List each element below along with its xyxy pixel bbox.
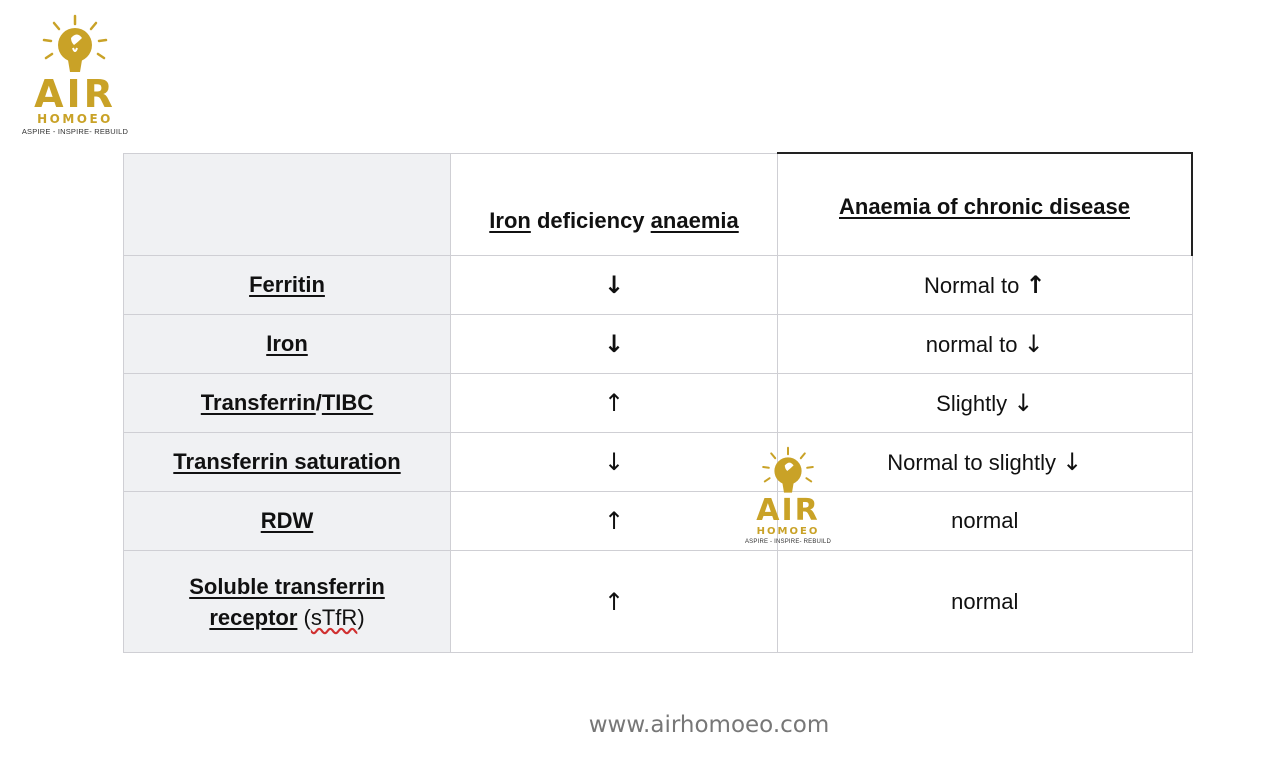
acd-arrow-transferrin: ↓ xyxy=(1013,389,1034,417)
header-acd: Anaemia of chronic disease xyxy=(839,193,1130,219)
table-row xyxy=(124,374,1193,433)
header-ida-cell xyxy=(451,153,778,256)
row-label-stfr-abbr: sTfR xyxy=(310,604,358,630)
logo-brand: AIR xyxy=(34,72,116,116)
watermark-logo xyxy=(743,446,833,547)
acd-arrow-saturation: ↓ xyxy=(1062,448,1083,476)
table-row xyxy=(124,433,1193,492)
acd-arrow-ferritin: ↑ xyxy=(1025,271,1046,299)
row-label-stfr-paren-close: ) xyxy=(357,604,365,630)
ida-value-stfr: ↑ xyxy=(603,587,625,616)
header-empty-cell xyxy=(124,153,451,256)
row-label-stfr-line1: Soluble transferrin xyxy=(189,573,385,599)
lightbulb-icon xyxy=(40,14,110,76)
header-ida-word2: anaemia xyxy=(650,208,739,234)
row-label-transferrin-saturation: Transferrin saturation xyxy=(173,449,401,474)
watermark-sub: HOMOEO xyxy=(756,526,820,537)
row-label-transferrin: Transferrin xyxy=(200,390,316,415)
ida-value-saturation: ↓ xyxy=(603,448,625,476)
table-header-row xyxy=(124,153,1193,256)
acd-text-rdw: normal xyxy=(951,508,1019,533)
comparison-table xyxy=(123,152,1193,653)
watermark-tagline: ASPIRE - INSPIRE- REBUILD xyxy=(744,539,832,545)
header-ida-middle: deficiency xyxy=(530,208,651,234)
watermark-brand: AIR xyxy=(756,493,820,528)
acd-arrow-iron: ↓ xyxy=(1023,330,1044,358)
air-homoeo-logo xyxy=(20,14,130,138)
header-acd-cell xyxy=(778,153,1193,256)
row-label-stfr-line2: receptor xyxy=(209,604,298,630)
ida-value-transferrin: ↑ xyxy=(603,389,625,417)
acd-text-stfr: normal xyxy=(951,588,1019,614)
row-label-iron: Iron xyxy=(266,331,308,356)
table-row xyxy=(124,492,1193,551)
row-label-tibc: TIBC xyxy=(321,390,374,415)
row-label-transferrin-sep: / xyxy=(315,390,322,415)
ida-value-rdw: ↑ xyxy=(603,507,625,535)
logo-sub: HOMOEO xyxy=(37,112,113,126)
table-row xyxy=(124,256,1193,315)
row-label-stfr-paren-open: ( xyxy=(297,604,311,630)
logo-tagline: ASPIRE - INSPIRE- REBUILD xyxy=(21,127,129,136)
acd-text-iron: normal to xyxy=(925,332,1024,357)
header-ida xyxy=(489,208,738,233)
table-row xyxy=(124,551,1193,653)
row-label-ferritin: Ferritin xyxy=(249,272,325,297)
ida-value-ferritin: ↓ xyxy=(603,271,625,299)
lightbulb-icon xyxy=(760,446,816,496)
ida-value-iron: ↓ xyxy=(603,330,625,358)
acd-text-transferrin: Slightly xyxy=(936,391,1014,416)
footer-url[interactable]: www.airhomoeo.com xyxy=(588,712,830,738)
row-label-rdw: RDW xyxy=(260,508,314,533)
table-row xyxy=(124,315,1193,374)
acd-text-ferritin: Normal to xyxy=(923,273,1026,298)
acd-text-saturation: Normal to slightly xyxy=(887,450,1063,475)
header-ida-word1: Iron xyxy=(489,208,531,234)
